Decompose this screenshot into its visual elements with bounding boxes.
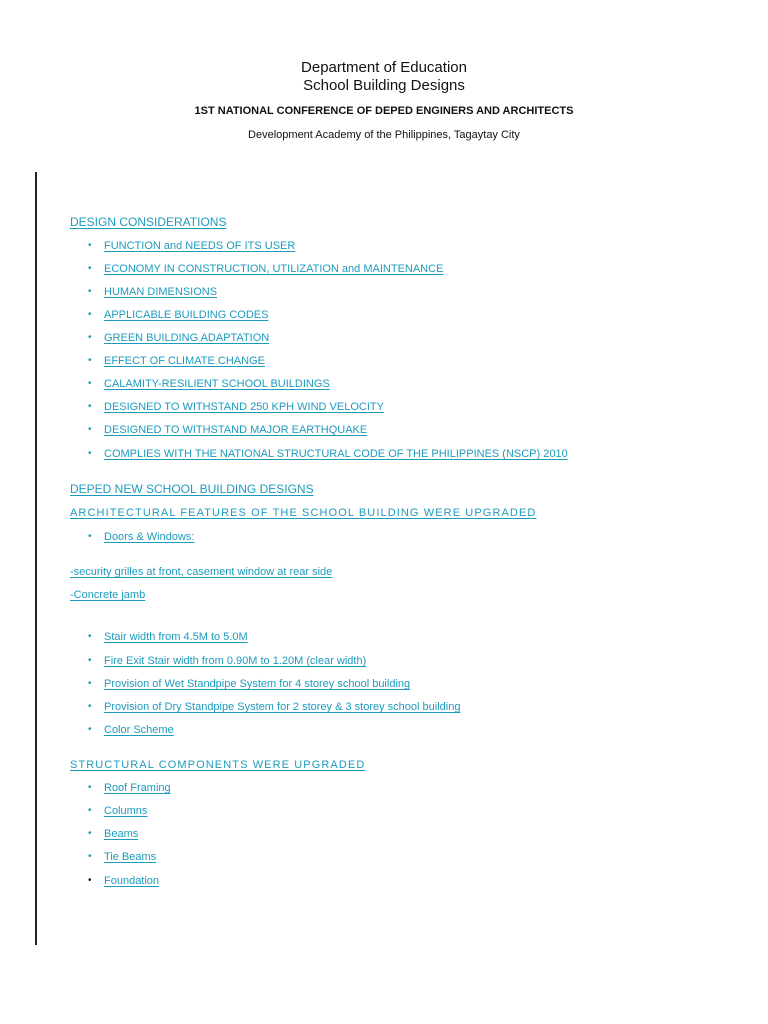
list-item[interactable] bbox=[88, 874, 159, 888]
list-item-label[interactable]: Doors & Windows: bbox=[104, 531, 195, 543]
list-item[interactable] bbox=[88, 377, 330, 391]
list-item-label[interactable]: Columns bbox=[104, 805, 148, 817]
new-designs-heading[interactable]: DEPED NEW SCHOOL BUILDING DESIGNS bbox=[70, 482, 314, 496]
list-item-label[interactable]: Stair width from 4.5M to 5.0M bbox=[104, 631, 248, 643]
list-item-label[interactable]: HUMAN DIMENSIONS bbox=[104, 286, 218, 298]
bullet-icon: • bbox=[88, 378, 92, 389]
bullet-icon: • bbox=[88, 782, 92, 793]
bullet-icon: • bbox=[88, 286, 92, 297]
conference-title: 1ST NATIONAL CONFERENCE OF DEPED ENGINERS AND ARCHITECTS bbox=[194, 105, 574, 117]
list-item[interactable] bbox=[88, 850, 156, 864]
list-item[interactable] bbox=[88, 400, 384, 414]
list-item[interactable] bbox=[88, 700, 460, 714]
list-item-label[interactable]: Color Scheme bbox=[104, 724, 174, 736]
bullet-icon: • bbox=[88, 655, 92, 666]
list-item[interactable] bbox=[88, 677, 410, 691]
list-item[interactable] bbox=[88, 630, 248, 644]
bullet-icon: • bbox=[88, 631, 92, 642]
list-item[interactable] bbox=[88, 423, 367, 437]
list-item[interactable] bbox=[88, 654, 366, 668]
list-item-label[interactable]: ECONOMY IN CONSTRUCTION, UTILIZATION and MAINTENANCE bbox=[104, 263, 444, 275]
list-item-label[interactable]: COMPLIES WITH THE NATIONAL STRUCTURAL CODE OF THE PHILIPPINES (NSCP) 2010 bbox=[104, 448, 568, 460]
bullet-icon: • bbox=[88, 401, 92, 412]
list-item-label[interactable]: DESIGNED TO WITHSTAND 250 KPH WIND VELOCITY bbox=[104, 401, 384, 413]
bullet-icon: • bbox=[88, 701, 92, 712]
list-item-label[interactable]: EFFECT OF CLIMATE CHANGE bbox=[104, 355, 265, 367]
list-item-label[interactable]: Foundation bbox=[104, 875, 160, 887]
bullet-icon: • bbox=[88, 424, 92, 435]
bullet-icon: • bbox=[88, 805, 92, 816]
structural-heading[interactable]: STRUCTURAL COMPONENTS WERE UPGRADED bbox=[70, 759, 366, 771]
list-item-label[interactable]: Provision of Dry Standpipe System for 2 storey & 3 storey school building bbox=[104, 701, 461, 713]
bullet-icon: • bbox=[88, 448, 92, 459]
bullet-icon: • bbox=[88, 240, 92, 251]
design-considerations-heading[interactable]: DESIGN CONSIDERATIONS bbox=[70, 215, 227, 229]
list-item[interactable] bbox=[88, 239, 295, 253]
bullet-icon: • bbox=[88, 531, 92, 542]
list-item[interactable] bbox=[88, 530, 194, 544]
bullet-icon: • bbox=[88, 355, 92, 366]
list-item[interactable] bbox=[88, 262, 443, 276]
venue-line: Development Academy of the Philippines, Tagaytay City bbox=[248, 129, 520, 141]
bullet-icon: • bbox=[88, 828, 92, 839]
page-title: Department of Education bbox=[301, 59, 467, 76]
margin-rule bbox=[35, 172, 37, 945]
bullet-icon: • bbox=[88, 332, 92, 343]
list-item-label[interactable]: Provision of Wet Standpipe System for 4 storey school building bbox=[104, 678, 411, 690]
list-item-label[interactable]: DESIGNED TO WITHSTAND MAJOR EARTHQUAKE bbox=[104, 424, 368, 436]
list-item-label[interactable]: Fire Exit Stair width from 0.90M to 1.20M (clear width) bbox=[104, 655, 367, 667]
page-subtitle: School Building Designs bbox=[303, 77, 465, 94]
list-item-label[interactable]: Roof Framing bbox=[104, 782, 171, 794]
list-item[interactable] bbox=[88, 285, 217, 299]
list-item[interactable] bbox=[88, 804, 147, 818]
architectural-heading[interactable]: ARCHITECTURAL FEATURES OF THE SCHOOL BUILDING WERE UPGRADED bbox=[70, 507, 537, 519]
bullet-icon: • bbox=[88, 309, 92, 320]
list-item[interactable] bbox=[88, 308, 268, 322]
bullet-icon: • bbox=[88, 678, 92, 689]
list-item-label[interactable]: GREEN BUILDING ADAPTATION bbox=[104, 332, 270, 344]
list-item-label[interactable]: CALAMITY-RESILIENT SCHOOL BUILDINGS bbox=[104, 378, 330, 390]
list-item-label[interactable]: APPLICABLE BUILDING CODES bbox=[104, 309, 269, 321]
list-item[interactable] bbox=[88, 827, 138, 841]
list-item-label[interactable]: FUNCTION and NEEDS OF ITS USER bbox=[104, 240, 296, 252]
architectural-note[interactable]: -Concrete jamb bbox=[70, 589, 146, 601]
list-item-label[interactable]: Tie Beams bbox=[104, 851, 157, 863]
list-item-label[interactable]: Beams bbox=[104, 828, 139, 840]
list-item[interactable] bbox=[88, 354, 265, 368]
bullet-icon: • bbox=[88, 875, 92, 886]
list-item[interactable] bbox=[88, 447, 568, 461]
list-item[interactable] bbox=[88, 723, 174, 737]
bullet-icon: • bbox=[88, 724, 92, 735]
list-item[interactable] bbox=[88, 331, 269, 345]
architectural-note[interactable]: -security grilles at front, casement window at rear side bbox=[70, 566, 333, 578]
bullet-icon: • bbox=[88, 263, 92, 274]
list-item[interactable] bbox=[88, 781, 171, 795]
bullet-icon: • bbox=[88, 851, 92, 862]
